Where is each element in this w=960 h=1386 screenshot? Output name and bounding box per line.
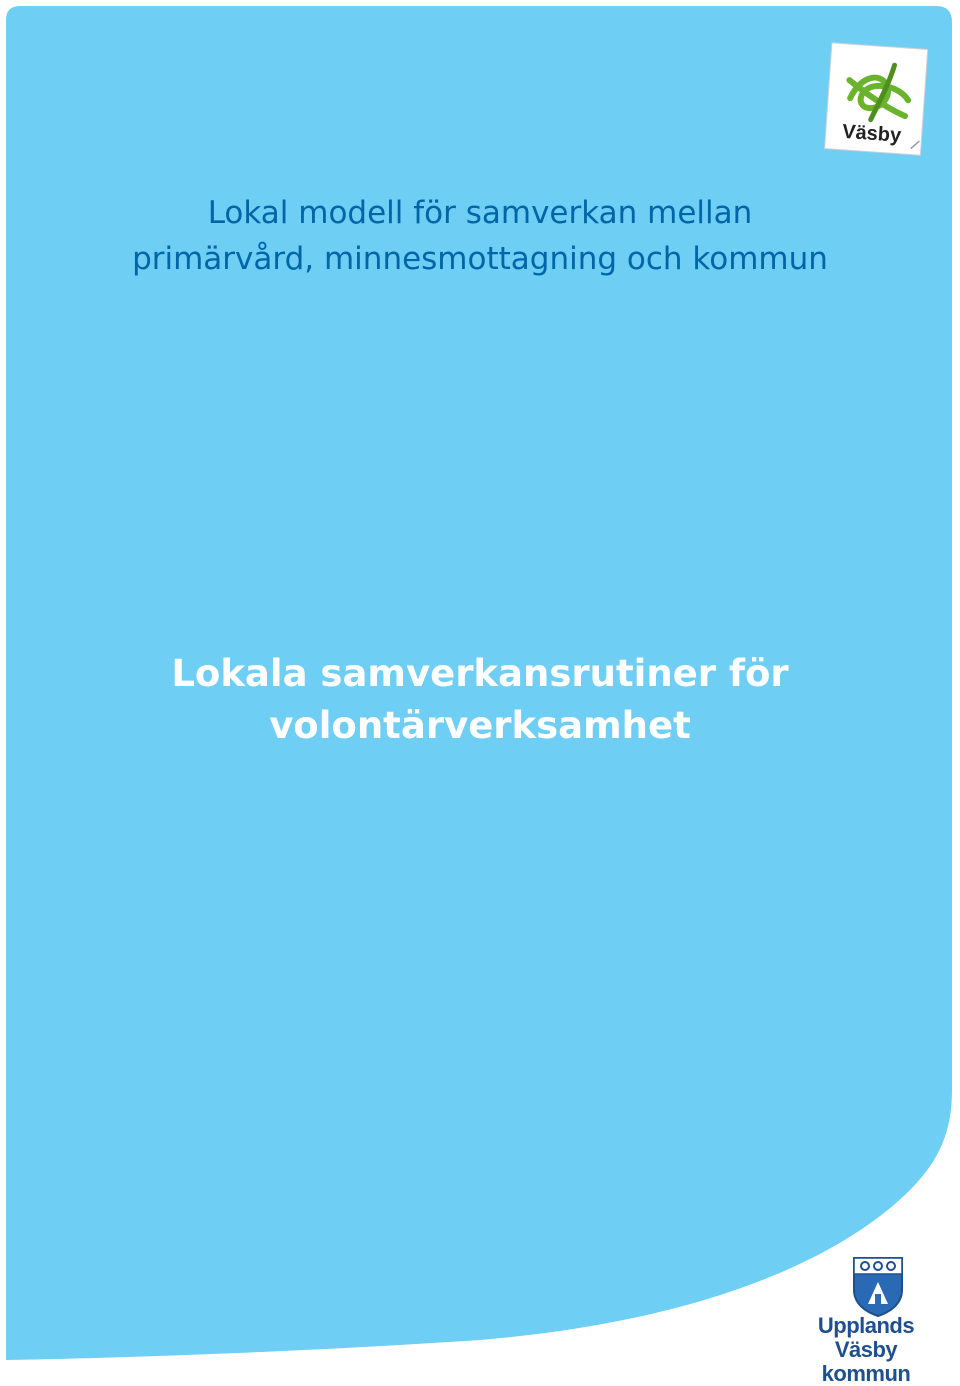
municipality-name: [796, 1314, 936, 1386]
municipality-logo: [796, 1254, 936, 1386]
org-line-2: kommun: [821, 1361, 911, 1386]
vasby-logo-badge: [822, 42, 930, 160]
cover-subtitle: [0, 190, 960, 282]
subtitle-line-2: primärvård, minnesmottagning och kommun: [132, 241, 828, 277]
subtitle-line-1: Lokal modell för samverkan mellan: [207, 195, 753, 231]
title-line-1: Lokala samverkansrutiner för: [171, 652, 789, 695]
title-line-2: volontärverksamhet: [269, 704, 691, 747]
coat-of-arms-icon: [850, 1254, 906, 1318]
org-line-1: Upplands Väsby: [817, 1313, 915, 1362]
cover-title: [0, 648, 960, 752]
badge-text: Väsby: [841, 120, 902, 147]
